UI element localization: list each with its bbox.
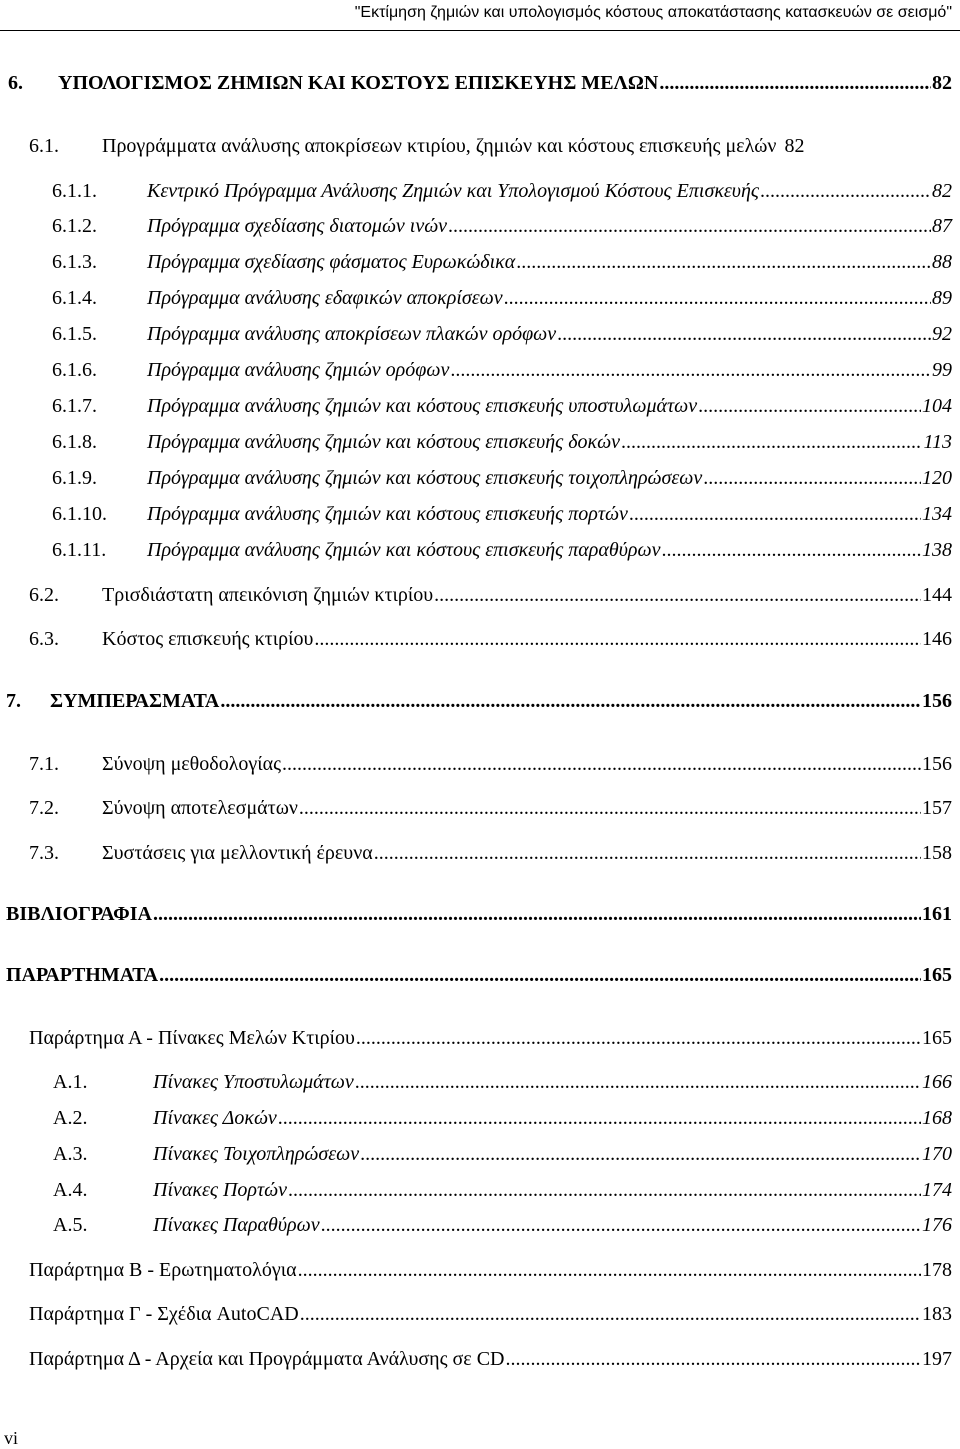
toc-number: 6.1.8. <box>52 431 97 453</box>
toc-page: 88 <box>932 251 952 273</box>
toc-entry-6-1-3[interactable] <box>0 250 952 274</box>
toc-page: 174 <box>922 1179 952 1201</box>
toc-leader <box>506 1347 922 1371</box>
toc-leader <box>299 796 921 820</box>
toc-title: ΣΥΜΠΕΡΑΣΜΑΤΑ <box>50 690 220 712</box>
toc-number: 6.1.7. <box>52 395 97 417</box>
toc-title: Πίνακες Δοκών <box>153 1107 277 1129</box>
toc-title: Παράρτημα Δ - Αρχεία και Προγράμματα Ανάλυσης σε CD <box>29 1348 505 1370</box>
toc-title: Κόστος επισκευής κτιρίου <box>102 628 314 650</box>
toc-number: 6.1.5. <box>52 323 97 345</box>
toc-leader <box>504 286 931 310</box>
toc-page: 178 <box>922 1259 952 1281</box>
toc-leader <box>629 502 921 526</box>
toc-entry-7-2[interactable] <box>0 796 952 820</box>
toc-number: Α.1. <box>53 1071 88 1093</box>
toc-leader <box>703 466 921 490</box>
toc-page: 113 <box>923 431 952 453</box>
toc-page: 134 <box>922 503 952 525</box>
running-header: "Εκτίμηση ζημιών και υπολογισμός κόστους αποκατάστασης κατασκευών σε σεισμό" <box>354 4 952 21</box>
toc-page: 87 <box>932 215 952 237</box>
toc-leader <box>300 1302 921 1326</box>
toc-page: 82 <box>932 180 952 202</box>
toc-number: 6.1.6. <box>52 359 97 381</box>
toc-leader <box>153 902 921 926</box>
toc-entry-appendix-a[interactable] <box>0 1026 952 1050</box>
toc-leader <box>282 752 921 776</box>
toc-leader <box>621 430 922 454</box>
toc-page: 146 <box>922 628 952 650</box>
page-number: vi <box>4 1428 19 1448</box>
toc-leader <box>159 963 921 987</box>
toc-leader <box>760 179 931 203</box>
toc-page: 158 <box>922 842 952 864</box>
toc-number: Α.2. <box>53 1107 88 1129</box>
toc-entry-appendix-d[interactable] <box>0 1347 952 1371</box>
toc-leader <box>321 1213 921 1237</box>
toc-page: 89 <box>932 287 952 309</box>
toc-entry-appendix-b[interactable] <box>0 1258 952 1282</box>
toc-number: 7. <box>6 690 21 712</box>
toc-entry-6-1-10[interactable] <box>0 502 952 526</box>
toc-title: Πρόγραμμα ανάλυσης αποκρίσεων πλακών ορόφων <box>147 323 557 345</box>
toc-entry-6-2[interactable] <box>0 583 952 607</box>
toc-entry-bibliography[interactable] <box>0 902 952 926</box>
toc-entry-appendix-c[interactable] <box>0 1302 952 1326</box>
toc-number: 7.2. <box>29 797 59 819</box>
toc-title: ΥΠΟΛΟΓΙΣΜΟΣ ΖΗΜΙΩΝ ΚΑΙ ΚΟΣΤΟΥΣ ΕΠΙΣΚΕΥΗΣ ΜΕΛΩΝ <box>58 72 659 94</box>
toc-entry-6-3[interactable] <box>0 627 952 651</box>
toc-number: 7.1. <box>29 753 59 775</box>
toc-leader <box>661 538 921 562</box>
toc-leader <box>288 1178 921 1202</box>
toc-entry-a-3[interactable] <box>0 1142 952 1166</box>
toc-entry-appendices[interactable] <box>0 963 952 987</box>
toc-page: 156 <box>922 753 952 775</box>
toc-number: 6.1.1. <box>52 180 97 202</box>
toc-leader <box>557 322 931 346</box>
toc-page: 168 <box>922 1107 952 1129</box>
toc-title: Πίνακες Τοιχοπληρώσεων <box>153 1143 360 1165</box>
toc-title: Κεντρικό Πρόγραμμα Ανάλυσης Ζημιών και Υπολογισμού Κόστους Επισκευής <box>147 180 760 202</box>
toc-page: 157 <box>922 797 952 819</box>
header-rule <box>0 30 960 31</box>
toc-title: Πρόγραμμα ανάλυσης ζημιών και κόστους επισκευής παραθύρων <box>147 539 661 561</box>
toc-entry-6-1-6[interactable] <box>0 358 952 382</box>
toc-leader <box>434 583 921 607</box>
toc-entry-6-1-5[interactable] <box>0 322 952 346</box>
toc-title: Πρόγραμμα ανάλυσης ζημιών και κόστους επισκευής δοκών <box>147 431 620 453</box>
toc-title: Πρόγραμμα σχεδίασης φάσματος Ευρωκώδικα <box>147 251 516 273</box>
toc-entry-6-1-4[interactable] <box>0 286 952 310</box>
toc-title: Πίνακες Πορτών <box>153 1179 288 1201</box>
toc-number: 6.1.3. <box>52 251 97 273</box>
toc-leader <box>360 1142 921 1166</box>
toc-title: Παράρτημα Β - Ερωτηματολόγια <box>29 1259 297 1281</box>
toc-leader <box>450 358 931 382</box>
toc-leader <box>220 689 921 713</box>
toc-number: 6.1.4. <box>52 287 97 309</box>
toc-number: 6. <box>8 72 23 94</box>
toc-title: Τρισδιάστατη απεικόνιση ζημιών κτιρίου <box>102 584 434 606</box>
toc-entry-7[interactable] <box>0 689 952 713</box>
toc-page: 144 <box>922 584 952 606</box>
toc-number: 6.1.11. <box>52 539 107 561</box>
toc-entry-6-1-9[interactable] <box>0 466 952 490</box>
toc-page: 176 <box>922 1214 952 1236</box>
toc-number: 6.1. <box>29 135 59 157</box>
toc-number: Α.5. <box>53 1214 88 1236</box>
toc-page: 82 <box>784 135 805 157</box>
toc-entry-7-1[interactable] <box>0 752 952 776</box>
toc-page: 197 <box>922 1348 952 1370</box>
toc-entry-6-1-11[interactable] <box>0 538 952 562</box>
toc-title: Πρόγραμμα ανάλυσης εδαφικών αποκρίσεων <box>147 287 503 309</box>
toc-leader <box>298 1258 921 1282</box>
toc-page: 138 <box>922 539 952 561</box>
toc-page: 166 <box>922 1071 952 1093</box>
toc-page: 92 <box>932 323 952 345</box>
toc-entry-a-2[interactable] <box>0 1106 952 1130</box>
toc-title: ΒΙΒΛΙΟΓΡΑΦΙΑ <box>6 903 152 925</box>
toc-leader <box>356 1026 921 1050</box>
toc-title: Πίνακες Παραθύρων <box>153 1214 320 1236</box>
toc-entry-a-1[interactable] <box>0 1070 952 1094</box>
toc-title: Πίνακες Υποστυλωμάτων <box>153 1071 354 1093</box>
toc-leader <box>278 1106 921 1130</box>
toc-number: 6.2. <box>29 584 59 606</box>
toc-entry-6-1-2[interactable] <box>0 214 952 238</box>
toc-leader <box>516 250 931 274</box>
toc-page: 104 <box>922 395 952 417</box>
toc-page: 161 <box>922 903 952 925</box>
toc-leader <box>374 841 921 865</box>
toc-number: 6.3. <box>29 628 59 650</box>
toc-page: 165 <box>922 1027 952 1049</box>
toc-title: Σύνοψη μεθοδολογίας <box>102 753 282 775</box>
toc-number: Α.3. <box>53 1143 88 1165</box>
toc-title: Πρόγραμμα ανάλυσης ζημιών και κόστους επισκευής υποστυλωμάτων <box>147 395 698 417</box>
toc-leader <box>355 1070 921 1094</box>
toc-page: 99 <box>932 359 952 381</box>
toc-number: 6.1.10. <box>52 503 107 525</box>
toc-title: Πρόγραμμα ανάλυσης ζημιών και κόστους επισκευής πορτών <box>147 503 628 525</box>
toc-title: Πρόγραμμα σχεδίασης διατομών ινών <box>147 215 448 237</box>
toc-entry-6-1[interactable] <box>0 134 952 158</box>
toc-entry-6-1-1[interactable] <box>0 179 952 203</box>
toc-entry-6-1-8[interactable] <box>0 430 952 454</box>
toc-page: 120 <box>922 467 952 489</box>
toc-title: Πρόγραμμα ανάλυσης ζημιών και κόστους επισκευής τοιχοπληρώσεων <box>147 467 703 489</box>
toc-page: 156 <box>922 690 952 712</box>
toc-leader <box>659 71 931 95</box>
toc-leader <box>698 394 921 418</box>
toc-page: 183 <box>922 1303 952 1325</box>
toc-leader <box>314 627 921 651</box>
toc-title: Σύνοψη αποτελεσμάτων <box>102 797 298 819</box>
toc-page: 165 <box>922 964 952 986</box>
toc-title: Παράρτημα Γ - Σχέδια AutoCAD <box>29 1303 299 1325</box>
toc-entry-a-5[interactable] <box>0 1213 952 1237</box>
toc-page: 82 <box>932 72 952 94</box>
toc-entry-7-3[interactable] <box>0 841 952 865</box>
toc-title: ΠΑΡΑΡΤΗΜΑΤΑ <box>6 964 159 986</box>
toc-title: Προγράμματα ανάλυσης αποκρίσεων κτιρίου, ζημιών και κόστους επισκευής μελών <box>102 135 777 157</box>
toc-title: Συστάσεις για μελλοντική έρευνα <box>102 842 373 864</box>
toc-page: 170 <box>922 1143 952 1165</box>
toc-number: 6.1.9. <box>52 467 97 489</box>
toc-entry-6[interactable] <box>0 71 952 95</box>
toc-entry-6-1-7[interactable] <box>0 394 952 418</box>
toc-leader <box>448 214 931 238</box>
toc-title: Πρόγραμμα ανάλυσης ζημιών ορόφων <box>147 359 450 381</box>
toc-number: Α.4. <box>53 1179 88 1201</box>
toc-title: Παράρτημα Α - Πίνακες Μελών Κτιρίου <box>29 1027 355 1049</box>
toc-number: 7.3. <box>29 842 59 864</box>
toc-number: 6.1.2. <box>52 215 97 237</box>
toc-entry-a-4[interactable] <box>0 1178 952 1202</box>
